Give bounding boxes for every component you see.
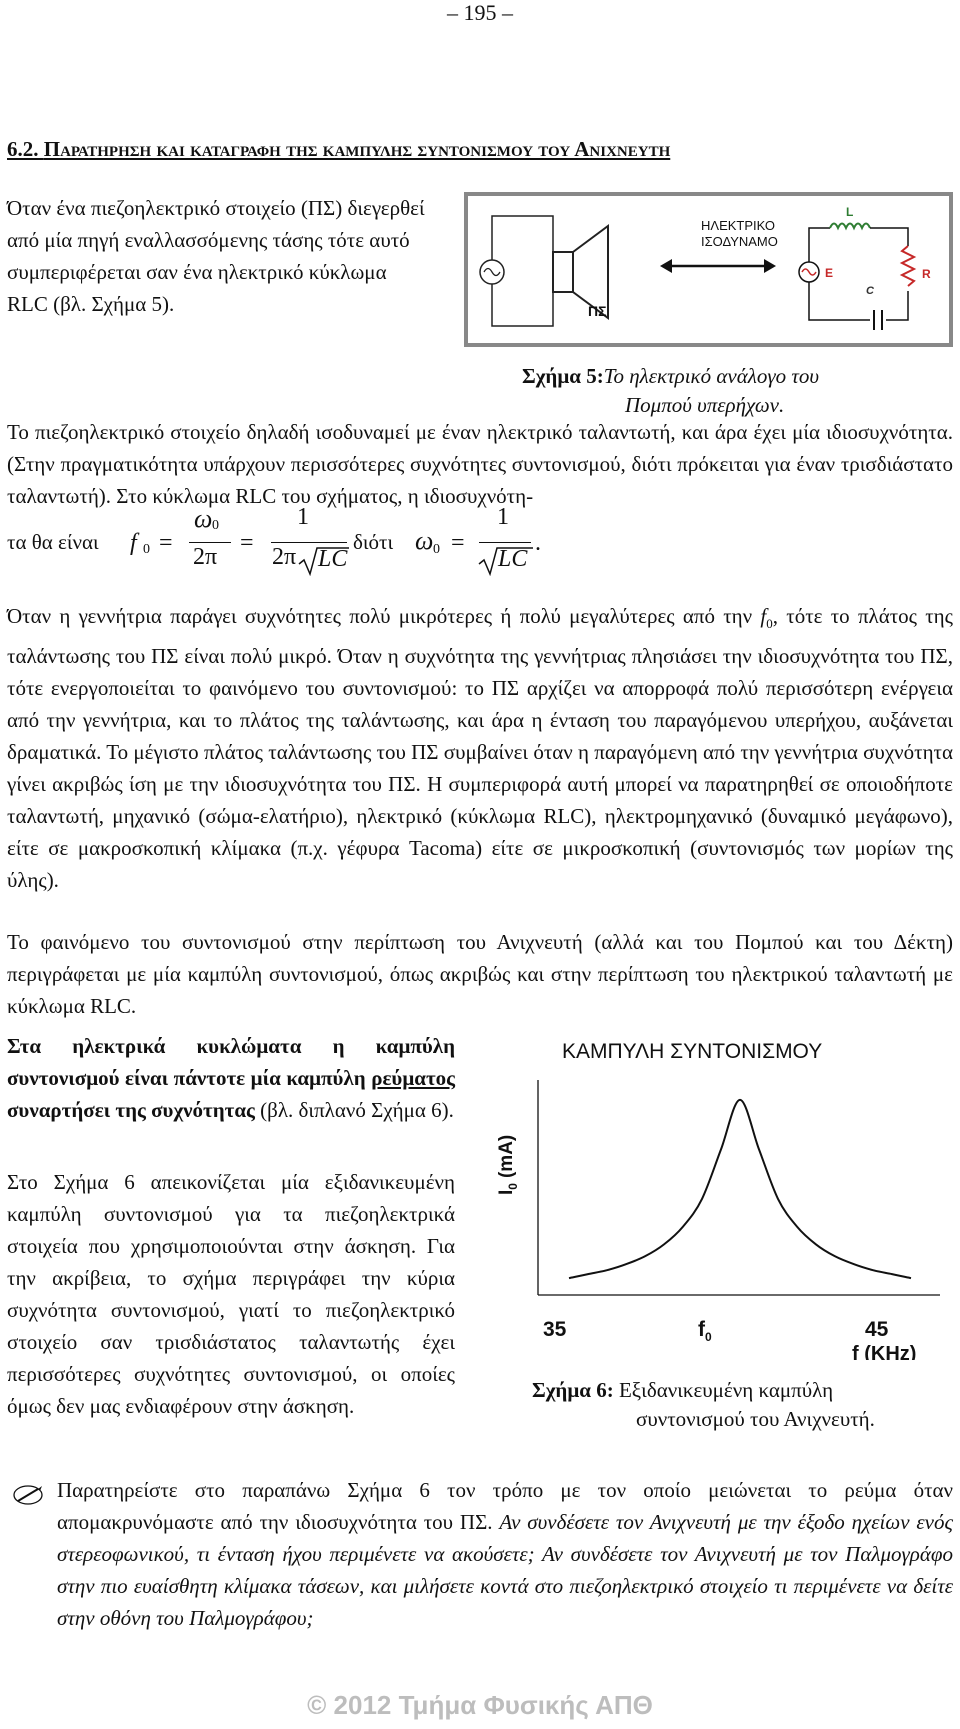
figure-6-chart — [470, 1020, 950, 1360]
fraction-bar-1 — [189, 542, 231, 543]
formula — [7, 504, 953, 580]
formula-omega-2-sub: 0 — [433, 542, 440, 557]
y-axis-label — [496, 1135, 520, 1195]
tick-right: 45 — [865, 1318, 889, 1341]
chart-title: ΚΑΜΠΥΛΗ ΣΥΝΤΟΝΙΣΜΟΥ — [562, 1040, 823, 1063]
figure-5-caption-label: Σχήμα 5: — [522, 364, 604, 388]
formula-2pi-1: 2π — [193, 544, 218, 570]
paragraph-5-rest: (βλ. διπλανό Σχήμα 6). — [254, 1098, 454, 1122]
figure-5-caption-line1: Το ηλεκτρικό ανάλογο του — [603, 364, 820, 388]
svg-text:f0 — [698, 1318, 712, 1344]
formula-omega-sub: 0 — [212, 518, 219, 533]
note-italic: Αν συνδέσετε τον Ανιχνευτή με την έξοδο ηχείων ενός στερεοφωνικού, τι ένταση ήχου περιμένετε να ακούσετε; Αν συνδέσετε τον Ανιχνευτή με τον Παλμογράφο στην πιο ευαίσθητη κλίμακα τάσεων, και μιλήσετε κοντά στο πιεζοηλεκτρικό στοιχείο τι περιμένετε να δείτε στην οθόνη του Παλμογράφου; — [57, 1510, 954, 1630]
figure-6-caption-line1: Εξιδανικευμένη καμπύλη — [618, 1378, 834, 1402]
paragraph-3-f0: f — [760, 604, 767, 628]
figure-6-caption-label: Σχήμα 6: — [532, 1378, 614, 1402]
fraction-bar-3 — [479, 542, 531, 543]
formula-LC-1: LC — [318, 546, 348, 572]
equiv-line1: ΗΛΕΚΤΡΙΚΟ — [701, 218, 776, 233]
figure-5-diagram — [468, 196, 949, 343]
formula-LC-2: LC — [498, 546, 528, 572]
label-E: E — [825, 266, 834, 280]
resistor-icon — [902, 246, 914, 286]
tick-center-sub: 0 — [705, 1330, 712, 1344]
paragraph-3-post: , τότε το πλάτος της ταλάντωσης του ΠΣ είναι πολύ μικρό. Όταν η συχνότητα της γεννήτριας πλησιάσει την ιδιοσυχνότητα του ΠΣ, τότε ενεργοποιείται το φαινόμενο του συντονισμού: το ΠΣ αρχίζει να απορροφά πολύ περισσότερη ενέργεια από την γεννήτρια, και το πλάτος της ταλάντωσης, και άρα η ένταση του παραγόμενου υπερήχου, αυξάνεται δραματικά. Το μέγιστο πλάτος ταλάντωσης του ΠΣ συμβαίνει όταν η παραγόμενη από την γεννήτρια συχνότητα γίνει ακριβώς ίση με την ιδιοσυχνότητα του ΠΣ. Η συμπεριφορά αυτή μπορεί να παρατηρηθεί σε οποιοδήποτε ταλαντωτή, μηχανικό (σώμα-ελατήριο), ηλεκτρικό (κύκλωμα RLC), ηλεκτρομηχανικό (δυναμικό μεγάφωνο), είτε σε μακροσκοπική κλίμακα (π.χ. γέφυρα Tacoma) είτε σε μικροσκοπική (συντονισμός των μορίων της ύλης). — [7, 604, 953, 893]
paragraph-5-underline: ρεύματος — [371, 1066, 455, 1090]
paragraph-6: Στο Σχήμα 6 απεικονίζεται μία εξιδανικευμένη καμπύλη συντονισμού για τα πιεζοηλεκτρικά στοιχεία που χρησιμοποιούνται στην άσκηση. Για την ακρίβεια, το σχήμα περιγράφει την κύρια συχνότητα συντονισμού, γιατί το πιεζοηλεκτρικό στοιχείο σαν τρισδιάστατος ταλαντωτής έχει περισσότερες συχνότητες συντονισμού, οι οποίες όμως δεν μας ενδιαφέρουν στην άσκηση. — [7, 1170, 455, 1418]
y-label-sub: 0 — [506, 1183, 520, 1190]
paragraph-5 — [7, 1030, 455, 1126]
x-axis-label: f (KHz) — [852, 1343, 917, 1360]
formula-omega: ω — [194, 504, 213, 533]
formula-one-2: 1 — [497, 504, 509, 530]
inductor-icon — [830, 224, 870, 229]
formula-eq3: = — [451, 530, 465, 556]
series-line-resonance — [569, 1100, 911, 1278]
formula-dioti: διότι — [353, 530, 394, 554]
tick-center-main: f — [698, 1318, 705, 1341]
formula-one-1: 1 — [297, 504, 309, 530]
y-label-main: I — [496, 1189, 517, 1195]
label-R: R — [922, 267, 931, 281]
resonance-chart — [470, 1020, 950, 1360]
figure-5-caption-line2: Πομπού υπερήχων. — [625, 393, 785, 417]
paragraph-5-bold-1: Στα ηλεκτρικά κυκλώματα η καμπύλη συντονισμού είναι πάντοτε μία καμπύλη — [7, 1034, 455, 1090]
paragraph-2: Το πιεζοηλεκτρικό στοιχείο δηλαδή ισοδυναμεί με έναν ηλεκτρικό ταλαντωτή, και άρα έχει μία ιδιοσυχνότητα. (Στην πραγματικότητα υπάρχουν περισσότερες συχνότητες συντονισμού, διότι πρόκειται για έναν τρισδιάστατο ταλαντωτή). Στο κύκλωμα RLC του σχήματος, η ιδιοσυχνότη- — [7, 420, 953, 508]
formula-2pi-2: 2π — [272, 544, 297, 570]
paragraph-5-bold-2: συναρτήσει της συχνότητας — [7, 1098, 255, 1122]
svg-text:I0(mA) — [496, 1135, 520, 1195]
note-normal: Παρατηρείστε στο παραπάνω Σχήμα 6 τον τρόπο με τον οποίο μειώνεται το ρεύμα όταν απομακρυνόμαστε από την ιδιοσυχνότητα του ΠΣ. — [57, 1478, 953, 1534]
series-resonance — [569, 1099, 912, 1278]
transducer-icon — [553, 252, 573, 292]
label-L: L — [846, 205, 854, 219]
paragraph-3 — [7, 600, 953, 896]
formula-f0: f — [130, 530, 137, 556]
paragraph-4: Το φαινόμενο του συντονισμού στην περίπτωση του Ανιχνευτή (αλλά και του Πομπού και του Δέκτη) περιγράφεται με μία καμπύλη συντονισμού, όπως ακριβώς και στην περίπτωση του ηλεκτρικού ταλαντωτή με κύκλωμα RLC. — [7, 930, 953, 1018]
tick-left: 35 — [543, 1318, 567, 1341]
figure-5-caption — [522, 362, 942, 420]
section-heading — [7, 135, 953, 163]
figure-5 — [464, 192, 953, 347]
figure-6-caption — [532, 1376, 952, 1434]
footer: © 2012 Τμήμα Φυσικής ΑΠΘ — [307, 1690, 653, 1720]
formula-omega-2: ω — [415, 526, 434, 555]
paragraph-3-pre: Όταν η γεννήτρια παράγει συχνότητες πολύ μικρότερες ή πολύ μεγαλύτερες από την — [7, 604, 761, 628]
figure-6-caption-line2: συντονισμού του Ανιχνευτή. — [636, 1407, 875, 1431]
y-label-unit: (mA) — [496, 1134, 517, 1179]
formula-dot: . — [535, 530, 541, 556]
note-paragraph — [57, 1474, 953, 1634]
label-C: C — [866, 285, 874, 297]
formula-f0-sub: 0 — [143, 542, 150, 557]
equiv-line2: ΙΣΟΔΥΝΑΜΟ — [701, 234, 778, 249]
formula-eq1: = — [159, 530, 173, 556]
section-number: 6.2. — [7, 137, 39, 161]
formula-eq2: = — [240, 530, 254, 556]
pencil-note-icon — [12, 1483, 44, 1507]
label-ps: ΠΣ — [588, 303, 607, 319]
paragraph-3-sub: 0 — [766, 616, 773, 632]
intro-paragraph: Όταν ένα πιεζοηλεκτρικό στοιχείο (ΠΣ) διεγερθεί από μία πηγή εναλλασσόμενης τάσης τότε αυτό συμπεριφέρεται σαν ένα ηλεκτρικό κύκλωμα RLC (βλ. Σχήμα 5). — [7, 196, 425, 316]
fraction-bar-2 — [271, 542, 347, 543]
section-title: Παρατηρηση και καταγραφη της καμπυλης συντονισμου του Ανιχνευτη — [43, 137, 671, 161]
page-number: – 195 – — [447, 0, 513, 25]
formula-prefix: τα θα είναι — [7, 530, 99, 554]
